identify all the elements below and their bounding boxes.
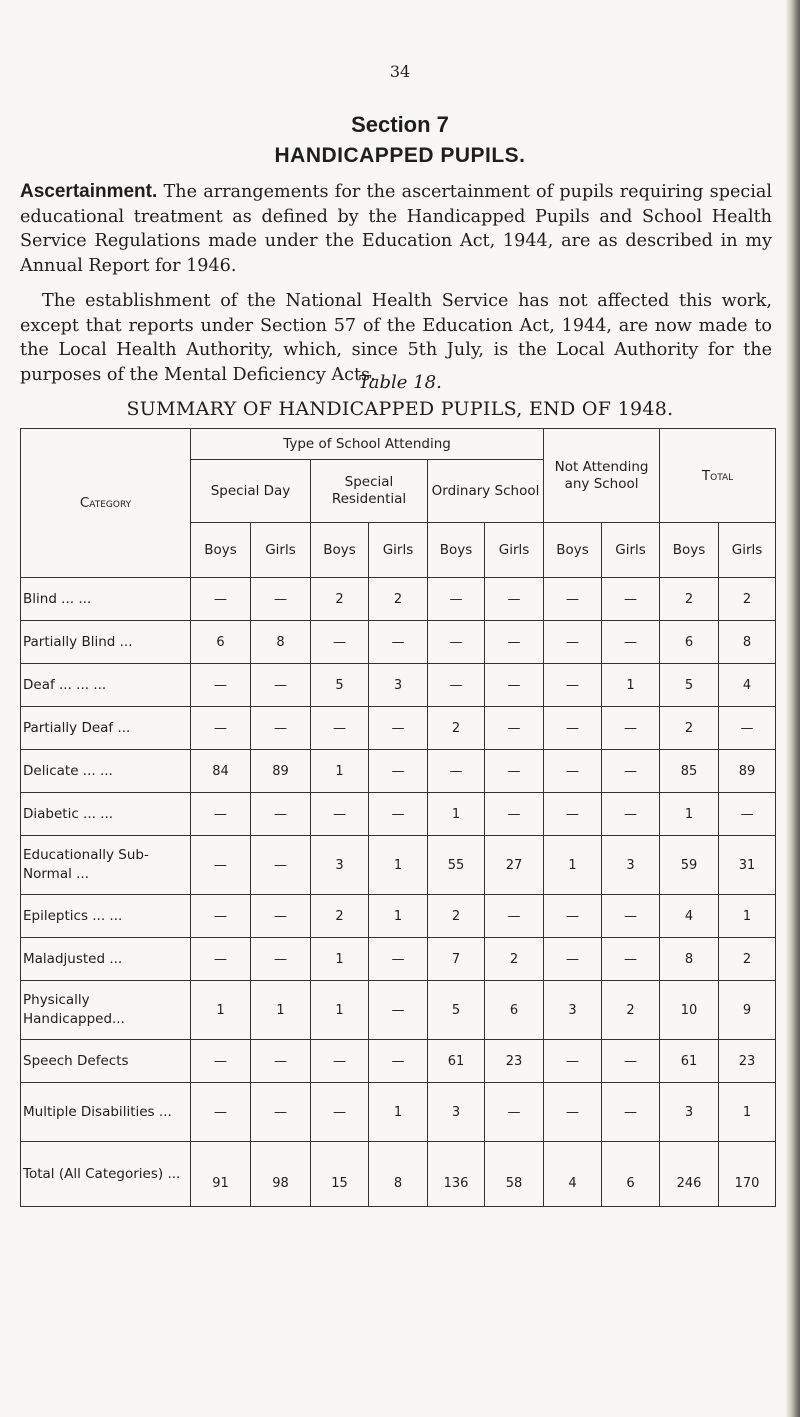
cell-value: — xyxy=(544,938,602,981)
cell-value: 2 xyxy=(719,938,776,981)
cell-value: — xyxy=(311,1083,369,1142)
cell-value: 8 xyxy=(719,621,776,664)
cell-value: 6 xyxy=(191,621,251,664)
cell-value: 4 xyxy=(660,895,719,938)
cell-value: — xyxy=(485,664,544,707)
cell-value: 5 xyxy=(311,664,369,707)
row-category: Educationally Sub-Normal ... xyxy=(21,836,191,895)
cell-value: 5 xyxy=(660,664,719,707)
row-category: Delicate ... ... xyxy=(21,750,191,793)
total-header: Total xyxy=(660,429,776,523)
row-category: Diabetic ... ... xyxy=(21,793,191,836)
cell-value: 58 xyxy=(485,1142,544,1207)
cell-value: — xyxy=(602,1040,660,1083)
cell-value: 6 xyxy=(485,981,544,1040)
cell-value: — xyxy=(602,750,660,793)
cell-value: 6 xyxy=(660,621,719,664)
cell-value: 1 xyxy=(311,981,369,1040)
cell-value: — xyxy=(191,1040,251,1083)
cell-value: — xyxy=(251,895,311,938)
run-in-heading: Ascertainment. xyxy=(20,181,158,202)
category-header: Category xyxy=(21,429,191,578)
cell-value: — xyxy=(485,793,544,836)
cell-value: 4 xyxy=(544,1142,602,1207)
cell-value: — xyxy=(251,793,311,836)
cell-value: — xyxy=(369,621,428,664)
paragraph-nhs: The establishment of the National Health Service has not affected this work, except that reports under Section 57 of the Education Act, 1944, are now made to the Local Health Authority, which, since 5th July, is the Local Authority for the purposes of the Mental Deficiency Acts. xyxy=(20,291,772,385)
table-caption: Table 18. xyxy=(358,372,442,393)
table-row xyxy=(21,664,776,707)
cell-value: 1 xyxy=(369,1083,428,1142)
cell-value: — xyxy=(369,981,428,1040)
cell-value: — xyxy=(544,664,602,707)
cell-value: 3 xyxy=(602,836,660,895)
cell-value: — xyxy=(191,895,251,938)
page-number: 34 xyxy=(389,62,411,81)
boys-header: Boys xyxy=(544,523,602,578)
cell-value: 85 xyxy=(660,750,719,793)
cell-value: — xyxy=(544,895,602,938)
cell-value: — xyxy=(544,750,602,793)
cell-value: 84 xyxy=(191,750,251,793)
cell-value: 89 xyxy=(251,750,311,793)
cell-value: — xyxy=(251,1083,311,1142)
cell-value: 1 xyxy=(660,793,719,836)
cell-value: — xyxy=(544,707,602,750)
row-category: Epileptics ... ... xyxy=(21,895,191,938)
table-row xyxy=(21,793,776,836)
cell-value: — xyxy=(428,750,485,793)
cell-value: — xyxy=(544,793,602,836)
cell-value: 1 xyxy=(719,895,776,938)
cell-value: — xyxy=(191,1083,251,1142)
boys-header: Boys xyxy=(311,523,369,578)
cell-value: 1 xyxy=(369,895,428,938)
cell-value: 2 xyxy=(428,895,485,938)
girls-header: Girls xyxy=(602,523,660,578)
cell-value: 136 xyxy=(428,1142,485,1207)
cell-value: 246 xyxy=(660,1142,719,1207)
cell-value: 7 xyxy=(428,938,485,981)
boys-header: Boys xyxy=(660,523,719,578)
cell-value: 1 xyxy=(191,981,251,1040)
cell-value: — xyxy=(251,836,311,895)
cell-value: 15 xyxy=(311,1142,369,1207)
girls-header: Girls xyxy=(719,523,776,578)
cell-value: 1 xyxy=(311,750,369,793)
row-category: Total (All Categories) ... xyxy=(21,1142,191,1207)
cell-value: 6 xyxy=(602,1142,660,1207)
cell-value: — xyxy=(602,793,660,836)
cell-value: 3 xyxy=(311,836,369,895)
girls-header: Girls xyxy=(251,523,311,578)
cell-value: 1 xyxy=(719,1083,776,1142)
cell-value: — xyxy=(369,938,428,981)
cell-value: 59 xyxy=(660,836,719,895)
cell-value: 1 xyxy=(311,938,369,981)
cell-value: — xyxy=(485,895,544,938)
cell-value: 5 xyxy=(428,981,485,1040)
cell-value: 2 xyxy=(311,578,369,621)
cell-value: — xyxy=(544,1083,602,1142)
cell-value: — xyxy=(191,938,251,981)
cell-value: 89 xyxy=(719,750,776,793)
page-edge-shadow xyxy=(786,0,800,1417)
cell-value: — xyxy=(602,895,660,938)
cell-value: — xyxy=(602,621,660,664)
row-category: Physically Handicapped... xyxy=(21,981,191,1040)
table-row xyxy=(21,1040,776,1083)
cell-value: — xyxy=(251,664,311,707)
section-subtitle: HANDICAPPED PUPILS. xyxy=(274,144,526,167)
cell-value: 91 xyxy=(191,1142,251,1207)
cell-value: 23 xyxy=(485,1040,544,1083)
cell-value: 2 xyxy=(660,707,719,750)
type-of-school-header: Type of School Attending xyxy=(191,429,544,460)
cell-value: 8 xyxy=(369,1142,428,1207)
cell-value: — xyxy=(369,750,428,793)
table-row xyxy=(21,707,776,750)
cell-value: 31 xyxy=(719,836,776,895)
cell-value: — xyxy=(369,793,428,836)
cell-value: 3 xyxy=(428,1083,485,1142)
ordinary-school-header: Ordinary School xyxy=(428,460,544,523)
boys-header: Boys xyxy=(428,523,485,578)
cell-value: — xyxy=(544,578,602,621)
cell-value: — xyxy=(485,578,544,621)
cell-value: 61 xyxy=(660,1040,719,1083)
cell-value: — xyxy=(369,1040,428,1083)
cell-value: 27 xyxy=(485,836,544,895)
cell-value: — xyxy=(544,621,602,664)
cell-value: 98 xyxy=(251,1142,311,1207)
cell-value: 2 xyxy=(311,895,369,938)
cell-value: 61 xyxy=(428,1040,485,1083)
girls-header: Girls xyxy=(369,523,428,578)
cell-value: 3 xyxy=(544,981,602,1040)
paragraph-ascertainment xyxy=(20,180,772,278)
cell-value: — xyxy=(251,938,311,981)
cell-value: — xyxy=(602,707,660,750)
section-title: Section 7 xyxy=(351,112,449,137)
cell-value: 2 xyxy=(602,981,660,1040)
table-row xyxy=(21,1083,776,1142)
row-category: Partially Deaf ... xyxy=(21,707,191,750)
cell-value: — xyxy=(251,707,311,750)
cell-value: 2 xyxy=(719,578,776,621)
row-category: Multiple Disabilities ... xyxy=(21,1083,191,1142)
cell-value: 55 xyxy=(428,836,485,895)
cell-value: — xyxy=(428,664,485,707)
cell-value: 3 xyxy=(369,664,428,707)
table-title: SUMMARY OF HANDICAPPED PUPILS, END OF 1948. xyxy=(126,398,674,420)
cell-value: — xyxy=(191,664,251,707)
cell-value: — xyxy=(428,578,485,621)
cell-value: 2 xyxy=(485,938,544,981)
cell-value: — xyxy=(485,621,544,664)
cell-value: — xyxy=(311,707,369,750)
cell-value: 8 xyxy=(251,621,311,664)
cell-value: — xyxy=(602,578,660,621)
cell-value: — xyxy=(191,578,251,621)
row-category: Deaf ... ... ... xyxy=(21,664,191,707)
cell-value: 10 xyxy=(660,981,719,1040)
cell-value: — xyxy=(428,621,485,664)
not-attending-header: Not Attending any School xyxy=(544,429,660,523)
cell-value: — xyxy=(485,1083,544,1142)
cell-value: 23 xyxy=(719,1040,776,1083)
cell-value: — xyxy=(719,793,776,836)
table-row xyxy=(21,895,776,938)
cell-value: 2 xyxy=(428,707,485,750)
cell-value: — xyxy=(191,707,251,750)
cell-value: 170 xyxy=(719,1142,776,1207)
table-row xyxy=(21,578,776,621)
table-body xyxy=(21,578,776,1207)
cell-value: 1 xyxy=(251,981,311,1040)
cell-value: — xyxy=(311,1040,369,1083)
special-day-header: Special Day xyxy=(191,460,311,523)
cell-value: 8 xyxy=(660,938,719,981)
table-row xyxy=(21,621,776,664)
cell-value: — xyxy=(485,707,544,750)
row-category: Partially Blind ... xyxy=(21,621,191,664)
cell-value: — xyxy=(251,578,311,621)
table-row xyxy=(21,1142,776,1207)
cell-value: 4 xyxy=(719,664,776,707)
paragraph-text: The arrangements for the ascertainment of pupils requiring special educational treatment as defined by the Handicapped Pupils and School Health Service Regulations made under the Education Act, 1944, are as described in my Annual Report for 1946. xyxy=(20,182,772,276)
cell-value: — xyxy=(602,1083,660,1142)
row-category: Blind ... ... xyxy=(21,578,191,621)
cell-value: — xyxy=(311,793,369,836)
table-row xyxy=(21,750,776,793)
cell-value: 1 xyxy=(544,836,602,895)
cell-value: 1 xyxy=(602,664,660,707)
cell-value: 3 xyxy=(660,1083,719,1142)
row-category: Speech Defects xyxy=(21,1040,191,1083)
cell-value: — xyxy=(191,836,251,895)
boys-header: Boys xyxy=(191,523,251,578)
handicapped-pupils-table xyxy=(20,428,776,1207)
cell-value: — xyxy=(311,621,369,664)
cell-value: — xyxy=(251,1040,311,1083)
cell-value: 1 xyxy=(369,836,428,895)
table-row xyxy=(21,981,776,1040)
cell-value: 1 xyxy=(428,793,485,836)
cell-value: — xyxy=(191,793,251,836)
table-row xyxy=(21,836,776,895)
cell-value: 9 xyxy=(719,981,776,1040)
cell-value: — xyxy=(719,707,776,750)
cell-value: 2 xyxy=(660,578,719,621)
table-row xyxy=(21,938,776,981)
special-residential-header: Special Residential xyxy=(311,460,428,523)
girls-header: Girls xyxy=(485,523,544,578)
cell-value: — xyxy=(369,707,428,750)
row-category: Maladjusted ... xyxy=(21,938,191,981)
cell-value: — xyxy=(602,938,660,981)
cell-value: — xyxy=(485,750,544,793)
cell-value: 2 xyxy=(369,578,428,621)
cell-value: — xyxy=(544,1040,602,1083)
